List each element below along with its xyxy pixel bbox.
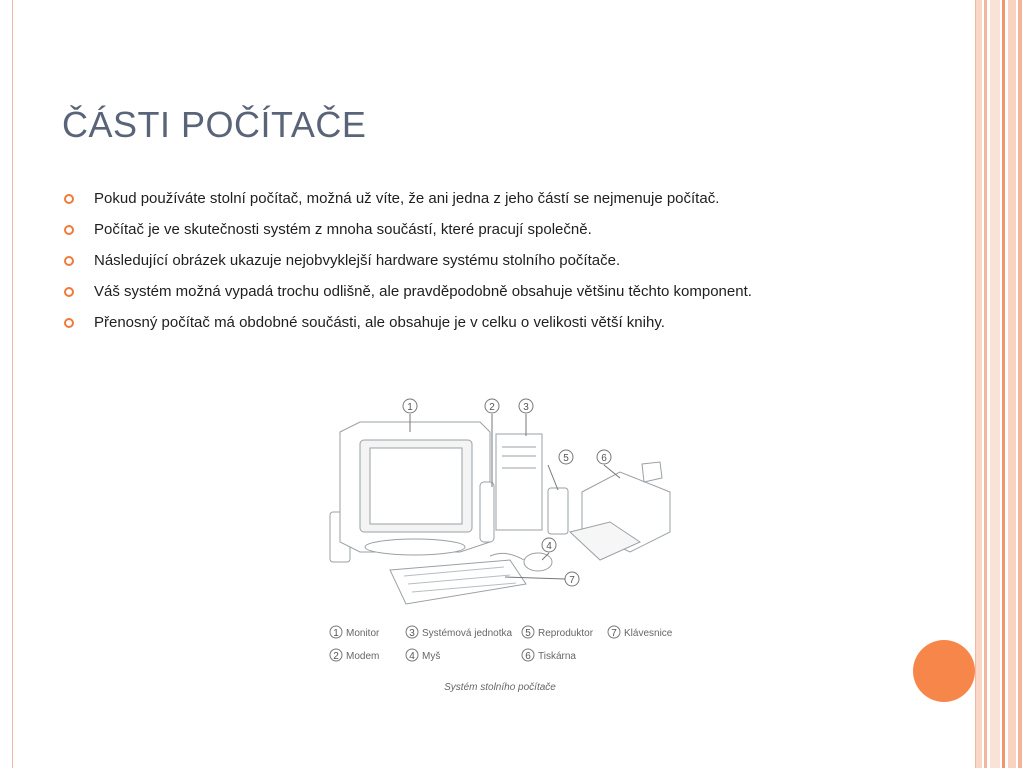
legend-label: Monitor	[346, 628, 380, 639]
callout-number: 3	[523, 402, 529, 413]
legend-label: Modem	[346, 651, 380, 662]
bullet-icon	[64, 225, 74, 235]
bullet-item	[64, 250, 944, 281]
decorative-orb	[913, 640, 975, 702]
stripe	[1002, 0, 1005, 768]
modem-icon	[480, 482, 494, 542]
bullet-text: Váš systém možná vypadá trochu odlišně, ale pravděpodobně obsahuje většinu těchto komponent.	[94, 283, 752, 300]
stripe	[984, 0, 987, 768]
stripe	[990, 0, 1000, 768]
mouse-icon	[524, 553, 552, 571]
printer-paper-icon	[642, 462, 662, 482]
callout-number: 4	[546, 541, 552, 552]
bullet-icon	[64, 287, 74, 297]
bullet-icon	[64, 318, 74, 328]
bullet-text: Počítač je ve skutečnosti systém z mnoha součástí, které pracují společně.	[94, 221, 592, 238]
legend-label: Systémová jednotka	[422, 628, 513, 639]
bullet-icon	[64, 194, 74, 204]
callout-number: 5	[563, 453, 569, 464]
monitor-display-icon	[370, 448, 462, 524]
bullet-item	[64, 188, 944, 219]
computer-system-illustration	[320, 392, 700, 702]
bullet-item	[64, 312, 944, 343]
legend-number: 4	[409, 651, 415, 662]
stripe	[1018, 0, 1022, 768]
right-speaker-icon	[548, 488, 568, 534]
stripe	[1008, 0, 1016, 768]
bullet-text: Následující obrázek ukazuje nejobvyklejší hardware systému stolního počítače.	[94, 252, 621, 269]
callout-number: 7	[569, 575, 575, 586]
bullet-item	[64, 219, 944, 250]
callout-number: 1	[407, 402, 413, 413]
legend-number: 7	[611, 628, 617, 639]
decorative-stripes	[976, 0, 1024, 768]
legend-number: 2	[333, 651, 339, 662]
stripe	[976, 0, 982, 768]
slide-title: ČÁSTI POČÍTAČE	[62, 104, 367, 145]
legend-label: Myš	[422, 651, 441, 662]
legend-number: 5	[525, 628, 531, 639]
legend-number: 1	[333, 628, 339, 639]
callout-number: 2	[489, 402, 495, 413]
system-unit-icon	[496, 434, 542, 530]
bullet-text: Pokud používáte stolní počítač, možná už víte, že ani jedna z jeho částí se nejmenuje počítač.	[94, 190, 720, 207]
monitor-stand-icon	[365, 539, 465, 555]
figure-caption: Systém stolního počítače	[444, 682, 556, 693]
bullet-list	[64, 188, 944, 343]
legend-number: 3	[409, 628, 415, 639]
legend-label: Reproduktor	[538, 628, 594, 639]
legend-label: Tiskárna	[538, 651, 576, 662]
keyboard-icon	[390, 560, 526, 604]
bullet-icon	[64, 256, 74, 266]
bullet-text: Přenosný počítač má obdobné součásti, ale obsahuje je v celku o velikosti větší knihy.	[94, 314, 665, 331]
callout-number: 6	[601, 453, 607, 464]
legend-number: 6	[525, 651, 531, 662]
bullet-item	[64, 281, 944, 312]
legend-label: Klávesnice	[624, 628, 673, 639]
